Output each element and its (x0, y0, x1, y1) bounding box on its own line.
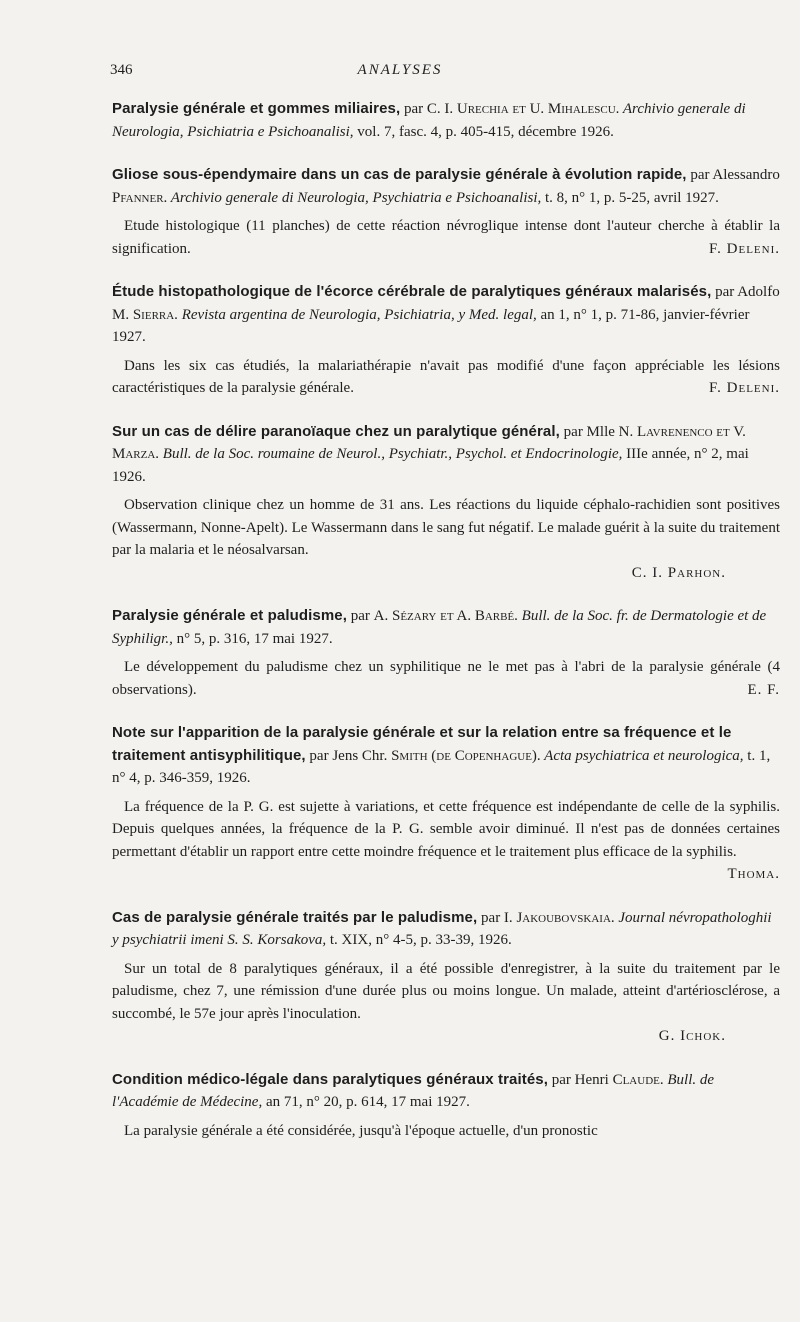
abstract-text: La fréquence de la P. G. est sujette à variations, et cette fréquence est indépendante de celle de la syphilis. Depuis quelques années, la fréquence de la P. G. semble avoir diminué. Il n'est pas de données certaines permettant d'établir un rapport entre cette moindre fréquence et le traitement plus efficace de la syphilis. (112, 798, 780, 860)
reviewer-signature: G. Ichok. (658, 1028, 726, 1044)
citation (112, 281, 780, 349)
citation (112, 1069, 780, 1114)
abstract-text: Dans les six cas étudiés, la malariathérapie n'avait pas modifié d'une façon appréciable les lésions caractéristiques de la paralysie générale. (112, 357, 780, 396)
journal-name: Archivio generale di Neurologia, Psichiatria e Psichoanalisi, (112, 101, 746, 140)
abstract-text: Le développement du paludisme chez un syphilitique ne le met pas à l'abri de la paralysie générale (4 observations). (112, 659, 780, 698)
page-number: 346 (110, 62, 133, 78)
abstract (112, 494, 780, 584)
article-title: Paralysie générale et paludisme, (112, 607, 347, 624)
authors: Claude. (612, 1071, 664, 1088)
publication-details: an 1, n° 1, p. 71-86, janvier-février 1927. (112, 306, 750, 345)
authors: Lavrenenco et V. Marza. (112, 423, 746, 462)
publication-details: t. XIX, n° 4-5, p. 33-39, 1926. (326, 932, 512, 948)
review-entry (112, 722, 780, 886)
publication-details: t. 1, n° 4, p. 346-359, 1926. (112, 747, 771, 786)
review-entry (112, 605, 780, 701)
citation (112, 98, 780, 143)
citation (112, 907, 780, 952)
article-title: Étude histopathologique de l'écorce cérébrale de paralytiques généraux malarisés, (112, 283, 712, 300)
review-entry (112, 98, 780, 143)
by-text: par I. (477, 909, 517, 926)
reviewer-signature: E. F. (747, 681, 780, 698)
abstract (112, 958, 780, 1048)
journal-name: Journal névropathologhii y psychiatrii imeni S. S. Korsakova, (112, 909, 772, 948)
review-entry (112, 164, 780, 260)
reviewer-signature: C. I. Parhon. (631, 564, 726, 581)
article-title: Cas de paralysie générale traités par le paludisme, (112, 908, 478, 926)
by-text: par (346, 608, 374, 624)
publication-details: vol. 7, fasc. 4, p. 405-415, décembre 1926. (353, 123, 614, 140)
abstract-text: Observation clinique chez un homme de 31 ans. Les réactions du liquide céphalo-rachidien sont positives (Wassermann, Nonne-Apelt). Le Wassermann dans le sang fut négatif. Le malade guérit à la suite du traitement par la malaria et le néosalvarsan. (112, 497, 780, 558)
authors: A. Sézary et A. Barbé. (373, 608, 518, 624)
authors: Jakoubovskaia. (516, 909, 615, 926)
abstract (112, 796, 780, 886)
publication-details: IIIe année, n° 2, mai 1926. (112, 446, 749, 485)
review-entry (112, 421, 780, 585)
journal-name: Bull. de la Soc. fr. de Dermatologie et de Syphiligr., (112, 608, 767, 647)
article-title: Gliose sous-épendymaire dans un cas de paralysie générale à évolution rapide, (112, 166, 687, 183)
abstract (112, 215, 780, 260)
abstract-text: Etude histologique (11 planches) de cette réaction névroglique intense dont l'auteur cherche à établir la signification. (112, 218, 780, 257)
abstract-text: Sur un total de 8 paralytiques généraux, il a été possible d'enregistrer, à la suite du traitement par le paludisme, chez 7, une rémission d'une durée plus ou moins longue. Un malade, atteint d'artériosclérose, a succombé, le 57e jour après l'inoculation. (112, 960, 780, 1022)
publication-details: n° 5, p. 316, 17 mai 1927. (172, 630, 333, 647)
reviewer-signature: F. Deleni. (709, 240, 780, 257)
publication-details: an 71, n° 20, p. 614, 17 mai 1927. (262, 1094, 470, 1110)
by-text: par Mlle N. (559, 423, 637, 440)
authors: Smith (de Copenhague). (391, 747, 541, 764)
journal-name: Revista argentina de Neurologia, Psichiatria, y Med. legal, (177, 306, 537, 323)
citation (112, 722, 780, 790)
review-list (112, 98, 780, 1163)
citation (112, 164, 780, 209)
review-entry (112, 907, 780, 1048)
journal-name: Bull. de la Soc. roumaine de Neurol., Psychiatr., Psychol. et Endocrinologie, (159, 446, 623, 462)
publication-details: t. 8, n° 1, p. 5-25, avril 1927. (541, 189, 719, 206)
abstract-text: La paralysie générale a été considérée, jusqu'à l'époque actuelle, d'un pronostic (124, 1122, 598, 1139)
by-text: par Adolfo M. (112, 284, 780, 323)
abstract (112, 355, 780, 400)
authors: Pfanner. (112, 189, 168, 206)
journal-name: Acta psychiatrica et neurologica, (540, 747, 744, 764)
authors: Sierra. (132, 306, 178, 323)
reviewer-signature: F. Deleni. (709, 380, 780, 396)
review-entry (112, 281, 780, 400)
by-text: par Jens Chr. (305, 747, 392, 764)
citation (112, 605, 780, 650)
authors: C. I. Urechia et U. Mihalescu. (426, 101, 620, 117)
citation (112, 421, 780, 489)
running-title: ANALYSES (357, 62, 443, 78)
abstract (112, 656, 780, 701)
journal-name: Bull. de l'Académie de Médecine, (112, 1071, 715, 1110)
by-text: par (400, 101, 427, 117)
article-title: Condition médico-légale dans paralytiques généraux traités, (112, 1070, 549, 1088)
abstract (112, 1120, 780, 1143)
journal-name: Archivio generale di Neurologia, Psychiatria e Psichoanalisi, (167, 189, 542, 206)
article-title: Note sur l'apparition de la paralysie générale et sur la relation entre sa fréquence et le traitement antisyphilitique, (112, 724, 732, 764)
by-text: par Henri (548, 1071, 613, 1088)
reviewer-signature: Thoma. (727, 866, 780, 882)
running-head (110, 62, 690, 86)
by-text: par Alessandro (686, 167, 780, 183)
article-title: Sur un cas de délire paranoïaque chez un paralytique général, (112, 422, 560, 440)
review-entry (112, 1069, 780, 1143)
article-title: Paralysie générale et gommes miliaires, (112, 100, 401, 117)
